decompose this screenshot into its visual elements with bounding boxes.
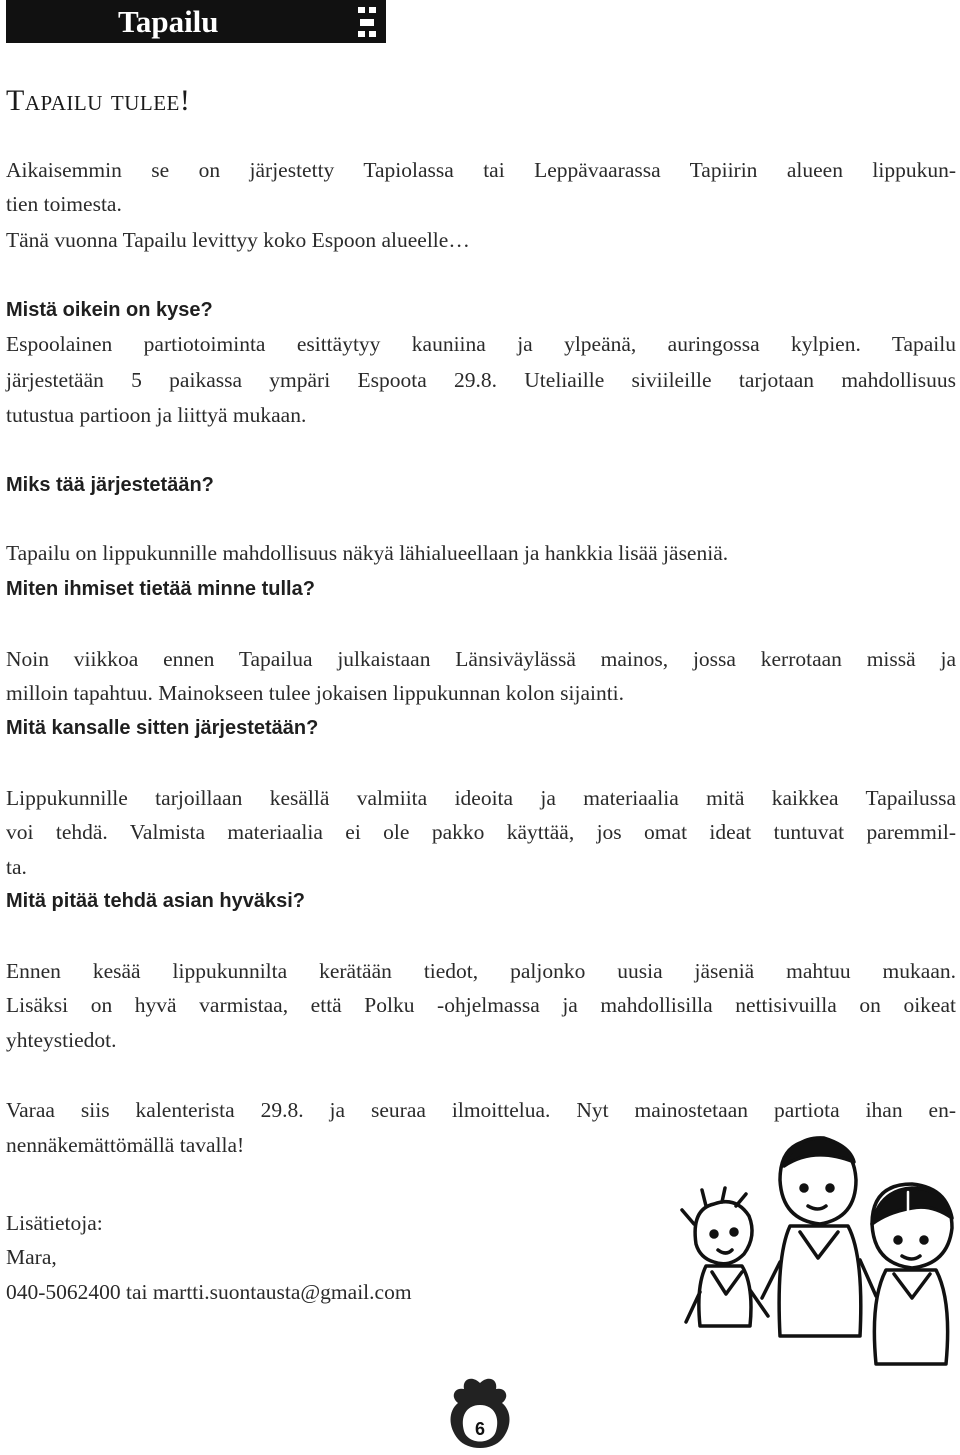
text-line: tutustua partioon ja liittyä mukaan. [6, 403, 307, 427]
text-line: voi tehdä. Valmista materiaalia ei ole pakko käyttää, jos omat ideat tuntuvat paremmil- [6, 820, 956, 844]
page-title: Tapailu tulee! [6, 84, 191, 117]
text-line: yhteystiedot. [6, 1028, 117, 1052]
text-line: Lippukunnille tarjoillaan kesällä valmiita ideoita ja materiaalia mitä kaikkea Tapailussa [6, 786, 956, 810]
section-heading: Mistä oikein on kyse? [6, 299, 213, 321]
horseshoe-page-badge [440, 1375, 520, 1455]
text-line: Tänä vuonna Tapailu levittyy koko Espoon alueelle… [6, 228, 470, 252]
text-line: nennäkemättömällä tavalla! [6, 1133, 245, 1157]
text-line: Noin viikkoa ennen Tapailua julkaistaan Länsiväylässä mainos, jossa kerrotaan missä ja [6, 647, 956, 671]
text-line: Varaa siis kalenterista 29.8. ja seuraa ilmoittelua. Nyt mainostetaan partiota ihan en- [6, 1098, 956, 1122]
section-heading: Miks tää järjestetään? [6, 474, 214, 496]
section-heading: Miten ihmiset tietää minne tulla? [6, 578, 315, 600]
contact-label: Lisätietoja: [6, 1211, 103, 1235]
contact-name: Mara, [6, 1245, 57, 1269]
page-number: 6 [474, 1419, 486, 1439]
text-line: Espoolainen partiotoiminta esittäytyy kauniina ja ylpeänä, auringossa kylpien. Tapailu [6, 332, 956, 356]
film-strip-icon [350, 4, 384, 40]
text-line: Ennen kesää lippukunnilta kerätään tiedot, paljonko uusia jäseniä mahtuu mukaan. [6, 959, 956, 983]
text-line: ta. [6, 855, 27, 879]
text-line: tien toimesta. [6, 192, 122, 216]
text-line: Tapailu on lippukunnille mahdollisuus näkyä lähialueellaan ja hankkia lisää jäseniä. [6, 541, 729, 565]
text-line: Lisäksi on hyvä varmistaa, että Polku -ohjelmassa ja mahdollisilla nettisivuilla on oikeat [6, 993, 956, 1017]
text-line: Aikaisemmin se on järjestetty Tapiolassa tai Leppävaarassa Tapiirin alueen lippukun- [6, 158, 956, 182]
section-heading: Mitä kansalle sitten järjestetään? [6, 717, 319, 739]
section-heading: Mitä pitää tehdä asian hyväksi? [6, 890, 305, 912]
contact-details: 040-5062400 tai martti.suontausta@gmail.com [6, 1280, 412, 1304]
header-title: Tapailu [118, 4, 219, 39]
text-line: järjestetään 5 paikassa ympäri Espoota 29.8. Uteliaille siviileille tarjotaan mahdollisuus [6, 368, 956, 392]
scout-children-illustration [676, 1132, 960, 1368]
text-line: milloin tapahtuu. Mainokseen tulee jokaisen lippukunnan kolon sijainti. [6, 681, 625, 705]
